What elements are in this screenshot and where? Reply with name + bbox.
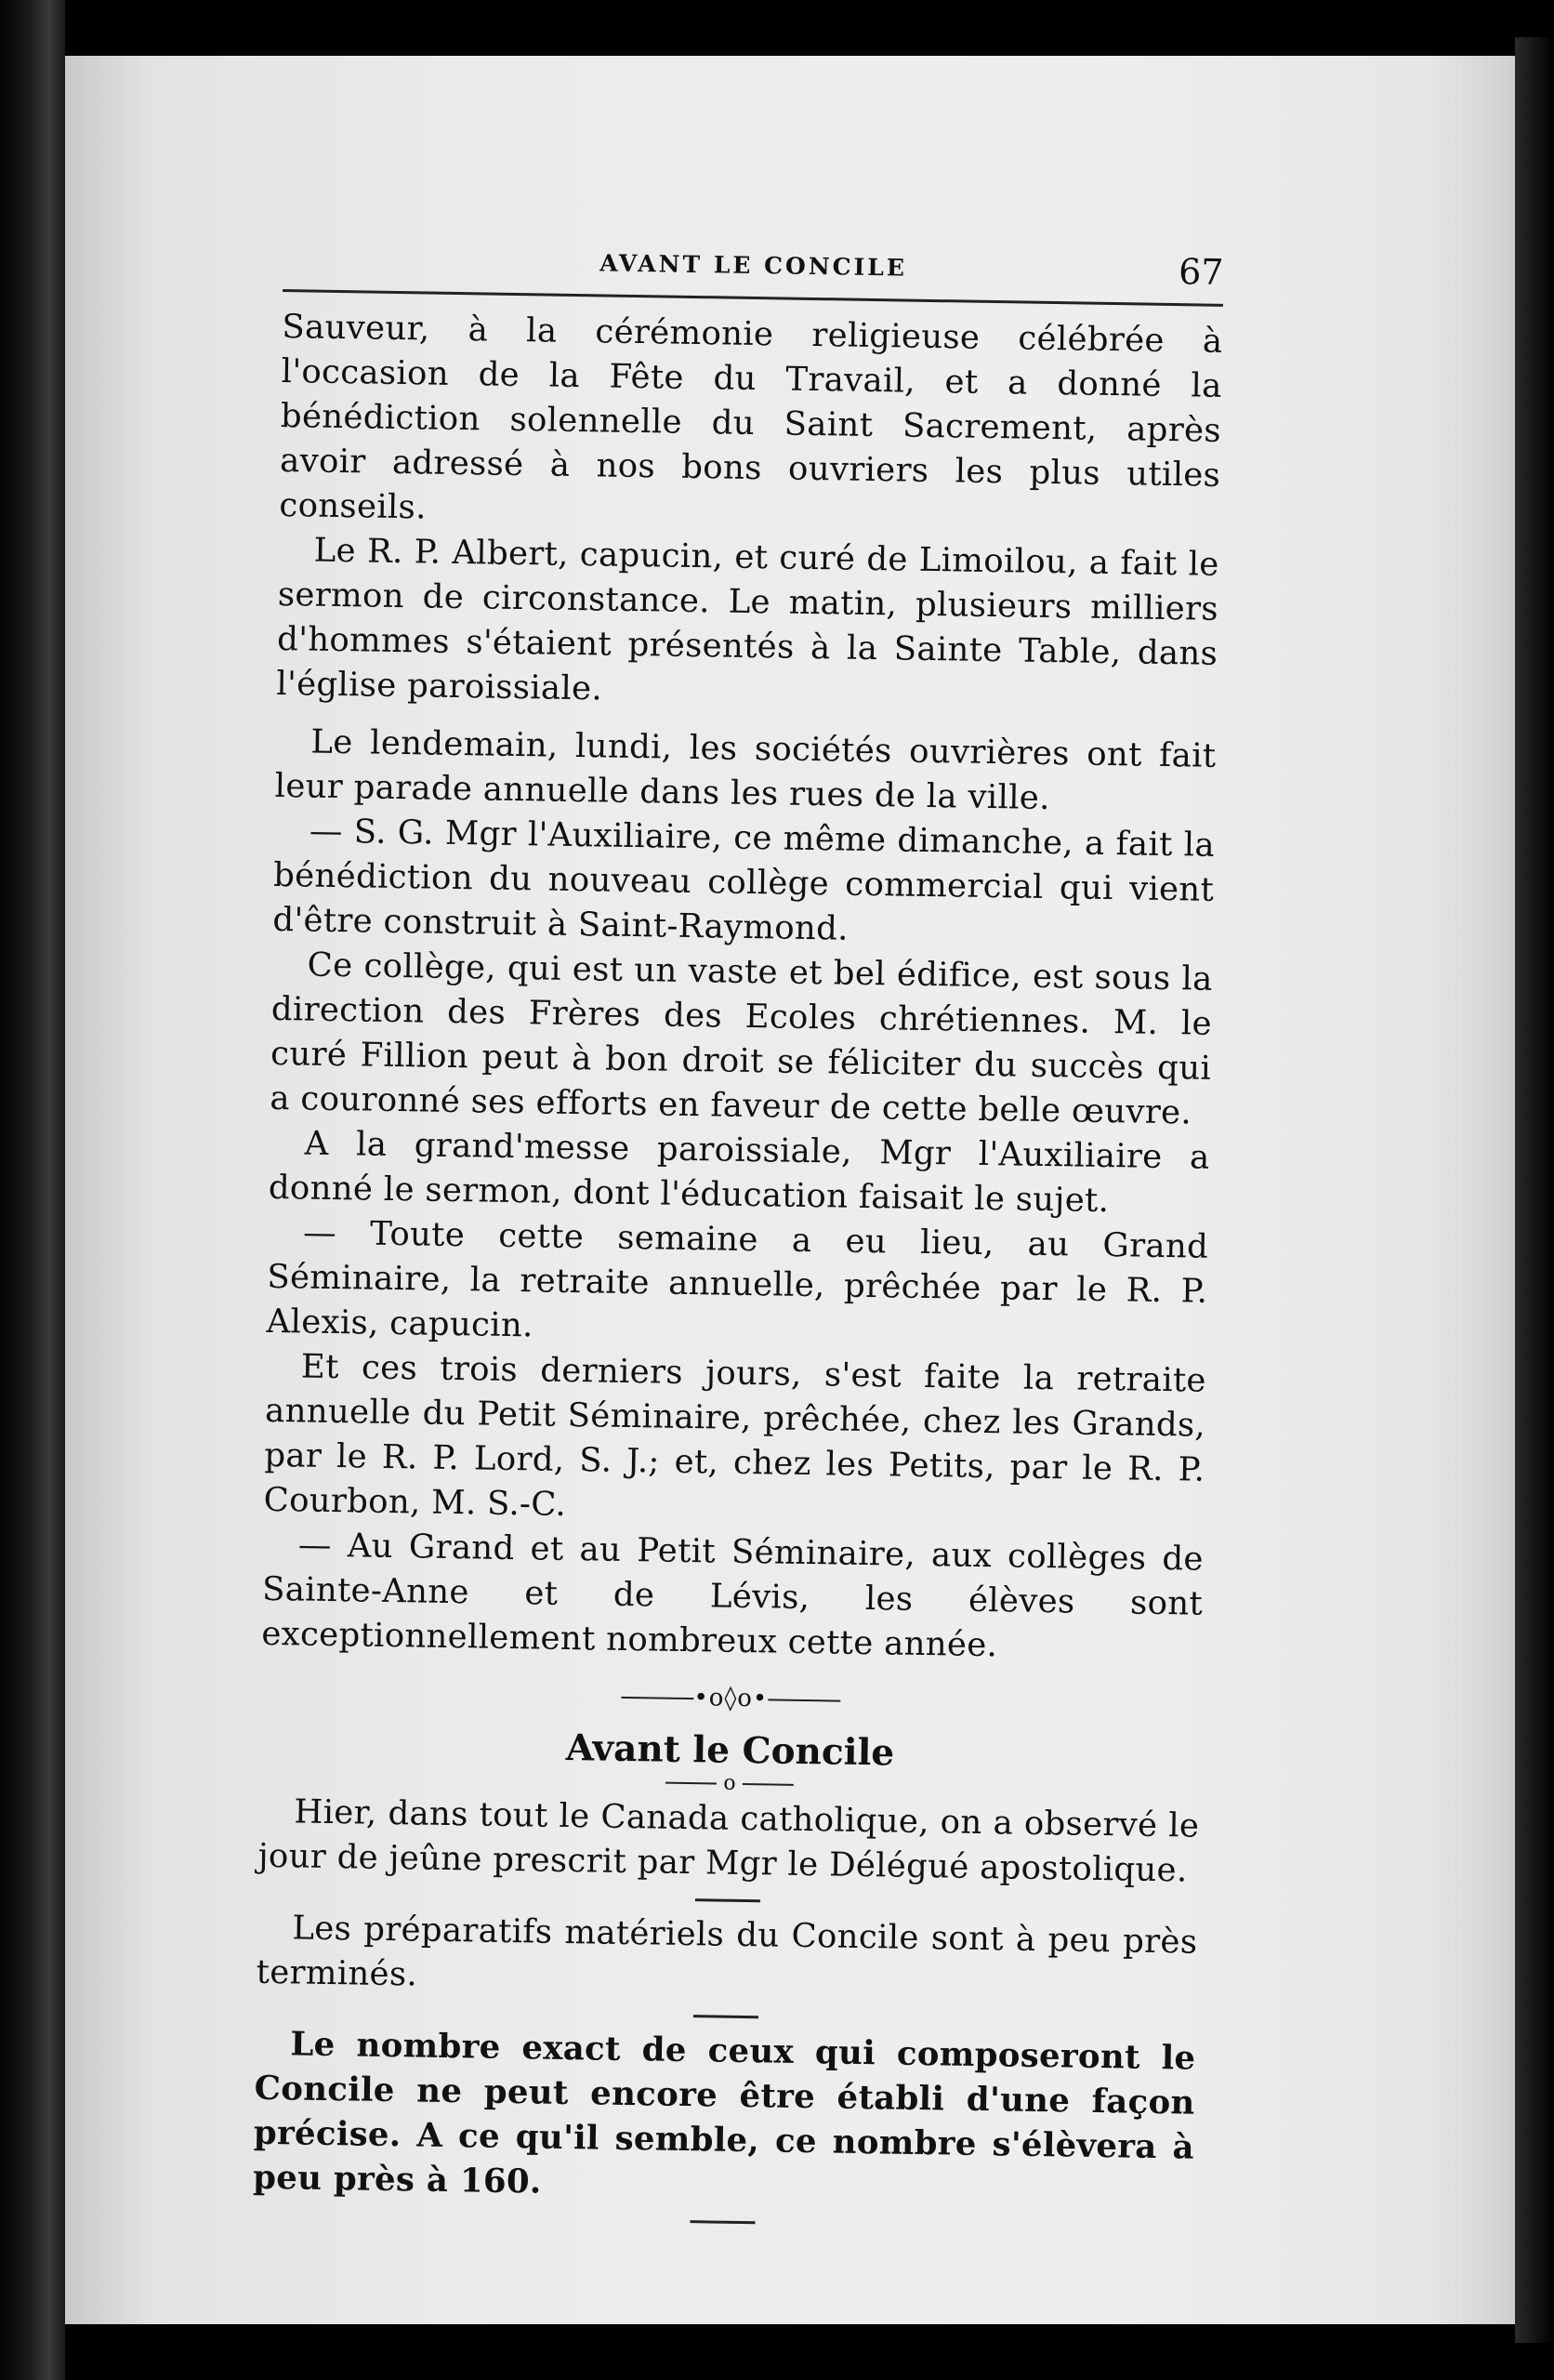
divider-line (665, 1782, 717, 1785)
bold-paragraph-block (253, 2022, 1196, 2215)
paragraph: Les préparatifs matériels du Concile sont à peu près terminés. (256, 1909, 1198, 1994)
paragraph: Le lendemain, lundi, les sociétés ouvrières ont fait leur parade annuelle dans les rues de la ville. (274, 722, 1217, 818)
paragraph: A la grand'messe paroissiale, Mgr l'Auxiliaire a donné le sermon, dont l'éducation faisait le sujet. (268, 1124, 1210, 1221)
paragraph: Ce collège, qui est un vaste et bel édifice, est sous la direction des Frères des Ecoles chrétiennes. M. le curé Fillion peut à bon droit se féliciter du succès qui a couronné ses efforts en faveur de cette belle œuvre. (270, 945, 1213, 1132)
paragraph: Hier, dans tout le Canada catholique, on a observé le jour de jeûne prescrit par Mgr le Délégué apostolique. (257, 1792, 1200, 1890)
section-title: Avant le Concile (565, 1726, 895, 1775)
short-rule (693, 2015, 758, 2018)
paragraph: Et ces trois derniers jours, s'est faite la retraite annuelle du Petit Séminaire, prêchée, chez les Grands, par le R. P. Lord, S. J.; et, chez les Petits, par le R. P. Courbon, M. S.-C. (263, 1347, 1207, 1524)
ornament-line (768, 1699, 840, 1701)
paragraph: — Toute cette semaine a eu lieu, au Grand Séminaire, la retraite annuelle, prêchée par le R. P. Alexis, capucin. (266, 1213, 1209, 1345)
page-number: 67 (1178, 251, 1224, 293)
ornament-line (621, 1697, 693, 1699)
paragraph: Sauveur, à la cérémonie religieuse célébrée à l'occasion de la Fête du Travail, et a donné la bénédiction solennelle du Saint Sacrement, après avoir adressé à nos bons ouvriers les plus utiles conseils. (279, 307, 1223, 527)
short-rule (695, 1898, 760, 1902)
paragraph: — Au Grand et au Petit Séminaire, aux collèges de Sainte-Anne et de Lévis, les élèves sont exceptionnellement nombreux cette année. (261, 1526, 1205, 1665)
page-edge (1515, 37, 1554, 2343)
ornament-glyph: •o◊o• (693, 1684, 769, 1713)
paragraph: Le R. P. Albert, capucin, et curé de Limoilou, a fait le sermon de circonstance. Le matin, plusieurs milliers d'hommes s'étaient présentés à la Sainte Table, dans l'église paroissiale. (276, 531, 1219, 708)
short-rule (691, 2220, 756, 2224)
ornament-divider (260, 1677, 1201, 1720)
paragraph: Le nombre exact de ceux qui composeront le Concile ne peut encore être établi d'une façon précise. A ce qu'il semble, ce nombre s'élèvera à peu près à 160. (252, 2025, 1196, 2202)
paragraph: — S. G. Mgr l'Auxiliaire, ce même dimanche, a fait la bénédiction du nouveau collège commercial qui vient d'être construit à Saint-Raymond. (272, 812, 1216, 948)
divider-line (743, 1783, 794, 1786)
running-title: AVANT LE CONCILE (599, 249, 908, 282)
page-content (252, 237, 1224, 2242)
book-spine (0, 0, 65, 2380)
divider-circle: o (723, 1771, 736, 1795)
